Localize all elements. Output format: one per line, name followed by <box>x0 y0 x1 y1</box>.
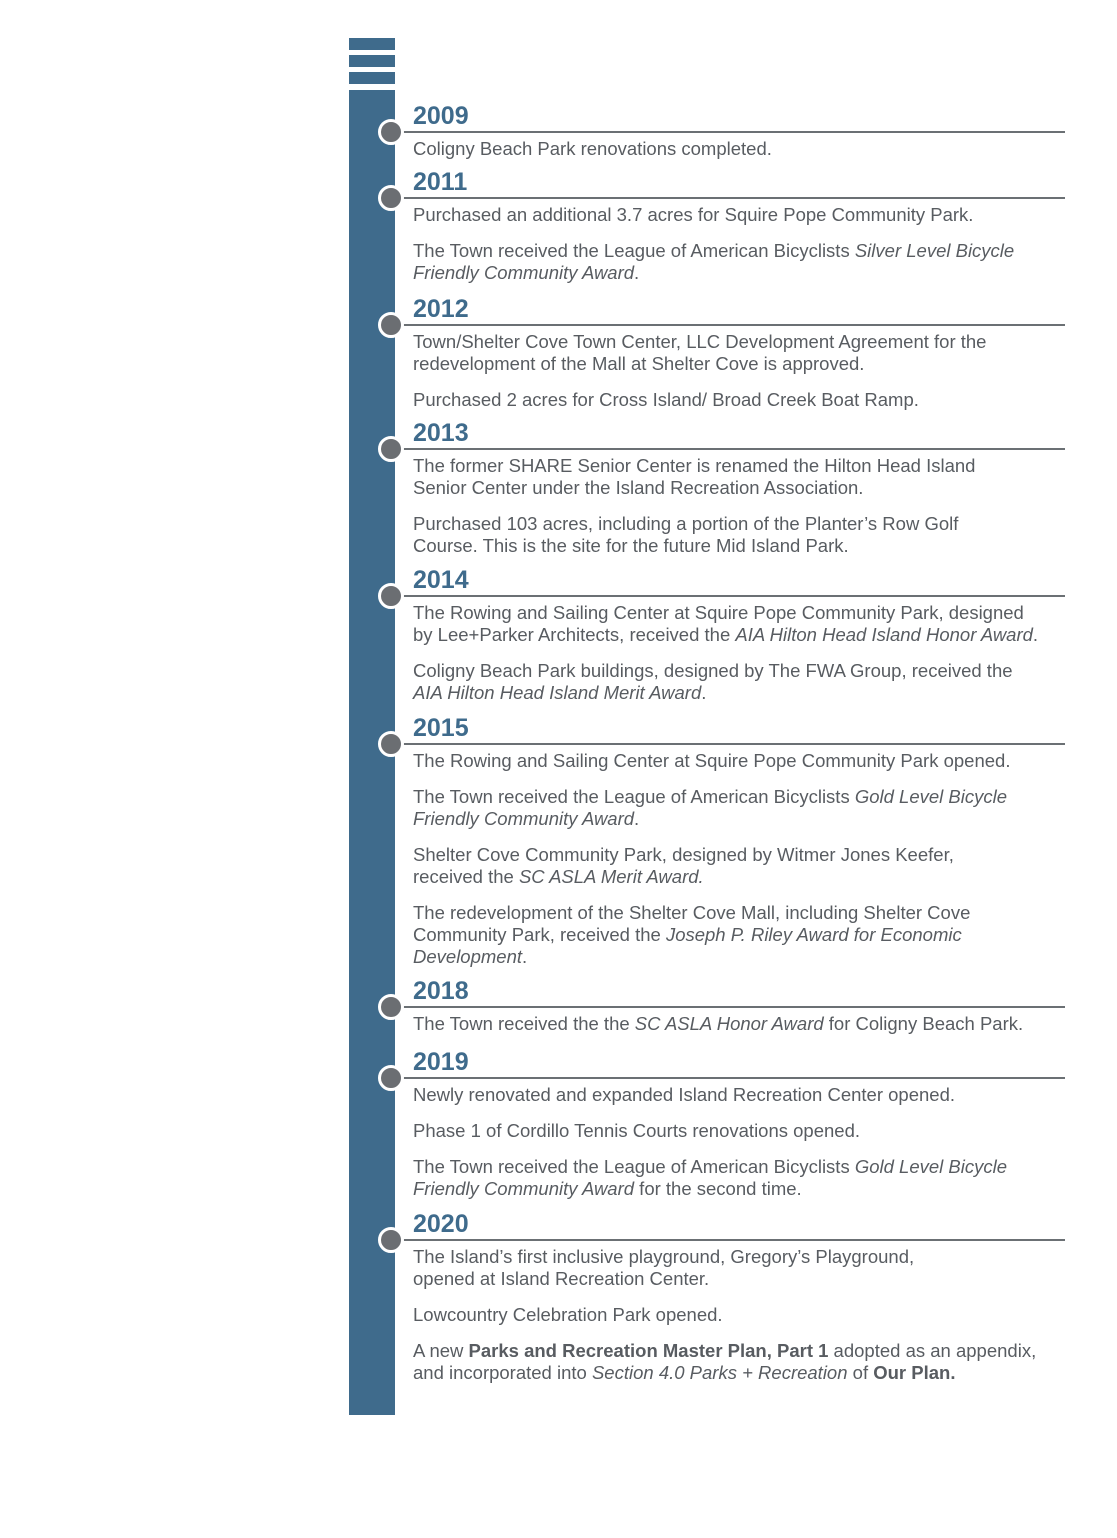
item-text: The Rowing and Sailing Center at Squire Pope Community Park opened. <box>413 750 1011 771</box>
item-text: . <box>1032 624 1039 645</box>
entry-items <box>413 1084 1103 1214</box>
timeline-item <box>413 455 1103 499</box>
item-emphasis: Friendly Community Award <box>413 262 635 283</box>
timeline-node-icon <box>378 583 404 609</box>
entry-year: 2020 <box>413 1210 469 1238</box>
item-text: The former SHARE Senior Center is renamed the Hilton Head Island <box>413 455 976 476</box>
entry-year: 2009 <box>413 102 469 130</box>
timeline-item <box>413 844 1103 888</box>
item-text: A new <box>413 1340 469 1361</box>
header-stripe <box>349 55 395 67</box>
item-emphasis: AIA Hilton Head Island Merit Award <box>413 682 702 703</box>
item-text: The redevelopment of the Shelter Cove Mall, including Shelter Cove <box>413 902 971 923</box>
entry-year: 2019 <box>413 1048 469 1076</box>
item-text: . <box>634 808 640 829</box>
item-strong: Our Plan. <box>873 1362 956 1383</box>
timeline-item <box>413 1304 1103 1326</box>
item-text: Town/Shelter Cove Town Center, LLC Development Agreement for the <box>413 331 987 352</box>
item-emphasis: Friendly Community Award <box>413 1178 635 1199</box>
item-text: The Island’s first inclusive playground, Gregory’s Playground, <box>413 1246 915 1267</box>
entry-items <box>413 1013 1103 1049</box>
item-text: Shelter Cove Community Park, designed by Witmer Jones Keefer, <box>413 844 954 865</box>
timeline-item <box>413 1340 1103 1384</box>
item-text: and incorporated into <box>413 1362 592 1383</box>
item-text: . <box>522 946 528 967</box>
timeline-item <box>413 240 1103 284</box>
item-emphasis: Joseph P. Riley Award for Economic <box>665 924 962 945</box>
timeline-item <box>413 786 1103 830</box>
item-text: Senior Center under the Island Recreation Association. <box>413 477 864 498</box>
item-text: Coligny Beach Park buildings, designed by The FWA Group, received the <box>413 660 1013 681</box>
entry-year: 2015 <box>413 714 469 742</box>
item-text: The Town received the the <box>413 1013 635 1034</box>
item-text: Coligny Beach Park renovations completed. <box>413 138 772 159</box>
item-emphasis: SC ASLA Honor Award <box>634 1013 824 1034</box>
item-emphasis: Silver Level Bicycle <box>854 240 1015 261</box>
item-text: adopted as an appendix, <box>828 1340 1037 1361</box>
entry-rule <box>395 1239 1065 1241</box>
item-text: The Town received the League of American Bicyclists <box>413 786 855 807</box>
timeline-node-icon <box>378 994 404 1020</box>
item-text: Phase 1 of Cordillo Tennis Courts renovations opened. <box>413 1120 861 1141</box>
timeline-node-icon <box>378 185 404 211</box>
item-text: for the second time. <box>634 1178 802 1199</box>
entry-year: 2018 <box>413 977 469 1005</box>
entry-rule <box>395 131 1065 133</box>
entry-items <box>413 455 1103 571</box>
timeline-node-icon <box>378 1065 404 1091</box>
timeline-node-icon <box>378 119 404 145</box>
header-stripe <box>349 72 395 84</box>
item-text: for Coligny Beach Park. <box>823 1013 1024 1034</box>
item-emphasis: Friendly Community Award <box>413 808 635 829</box>
entry-year: 2011 <box>413 168 468 196</box>
entry-items <box>413 1246 1103 1398</box>
entry-items <box>413 138 1103 174</box>
entry-rule <box>395 1077 1065 1079</box>
timeline-item <box>413 513 1103 557</box>
item-text: The Rowing and Sailing Center at Squire Pope Community Park, designed <box>413 602 1024 623</box>
item-text: The Town received the League of American Bicyclists <box>413 240 855 261</box>
entry-items <box>413 331 1103 425</box>
timeline-item <box>413 138 1103 160</box>
timeline-item <box>413 1013 1103 1035</box>
timeline-node-icon <box>378 731 404 757</box>
entry-year: 2012 <box>413 295 469 323</box>
item-text: . <box>701 682 707 703</box>
timeline-item <box>413 602 1103 646</box>
timeline-node-icon <box>378 436 404 462</box>
item-text: Course. This is the site for the future Mid Island Park. <box>413 535 849 556</box>
timeline-node-icon <box>378 312 404 338</box>
item-strong: Parks and Recreation Master Plan, Part 1 <box>468 1340 829 1361</box>
timeline-item <box>413 1156 1103 1200</box>
item-emphasis: Section 4.0 Parks + Recreation <box>591 1362 848 1383</box>
item-text: Purchased an additional 3.7 acres for Squire Pope Community Park. <box>413 204 974 225</box>
item-emphasis: Gold Level Bicycle <box>854 786 1008 807</box>
entry-rule <box>395 448 1065 450</box>
timeline-item <box>413 204 1103 226</box>
timeline-item <box>413 331 1103 375</box>
entry-items <box>413 750 1103 982</box>
entry-year: 2014 <box>413 566 469 594</box>
timeline-item <box>413 750 1103 772</box>
entry-rule <box>395 743 1065 745</box>
entry-items <box>413 204 1103 298</box>
item-emphasis: SC ASLA Merit Award. <box>518 866 704 887</box>
timeline-item <box>413 660 1103 704</box>
item-text: . <box>634 262 640 283</box>
item-text: Purchased 103 acres, including a portion of the Planter’s Row Golf <box>413 513 959 534</box>
entry-rule <box>395 324 1065 326</box>
timeline-item <box>413 389 1103 411</box>
item-text: redevelopment of the Mall at Shelter Cove is approved. <box>413 353 865 374</box>
item-text: The Town received the League of American Bicyclists <box>413 1156 855 1177</box>
item-text: Purchased 2 acres for Cross Island/ Broad Creek Boat Ramp. <box>413 389 919 410</box>
item-emphasis: Gold Level Bicycle <box>854 1156 1008 1177</box>
timeline-item <box>413 1120 1103 1142</box>
item-text: Newly renovated and expanded Island Recreation Center opened. <box>413 1084 956 1105</box>
entry-items <box>413 602 1103 718</box>
entry-rule <box>395 595 1065 597</box>
item-text: by Lee+Parker Architects, received the <box>413 624 736 645</box>
timeline-node-icon <box>378 1227 404 1253</box>
item-emphasis: AIA Hilton Head Island Honor Award <box>735 624 1033 645</box>
header-stripe <box>349 38 395 50</box>
timeline-item <box>413 902 1103 968</box>
entry-year: 2013 <box>413 419 469 447</box>
entry-rule <box>395 1006 1065 1008</box>
item-emphasis: Development <box>413 946 523 967</box>
item-text: received the <box>413 866 519 887</box>
entry-rule <box>395 197 1065 199</box>
timeline-item <box>413 1084 1103 1106</box>
item-text: of <box>847 1362 874 1383</box>
item-text: Community Park, received the <box>413 924 666 945</box>
item-text: opened at Island Recreation Center. <box>413 1268 710 1289</box>
timeline-item <box>413 1246 1103 1290</box>
item-text: Lowcountry Celebration Park opened. <box>413 1304 723 1325</box>
